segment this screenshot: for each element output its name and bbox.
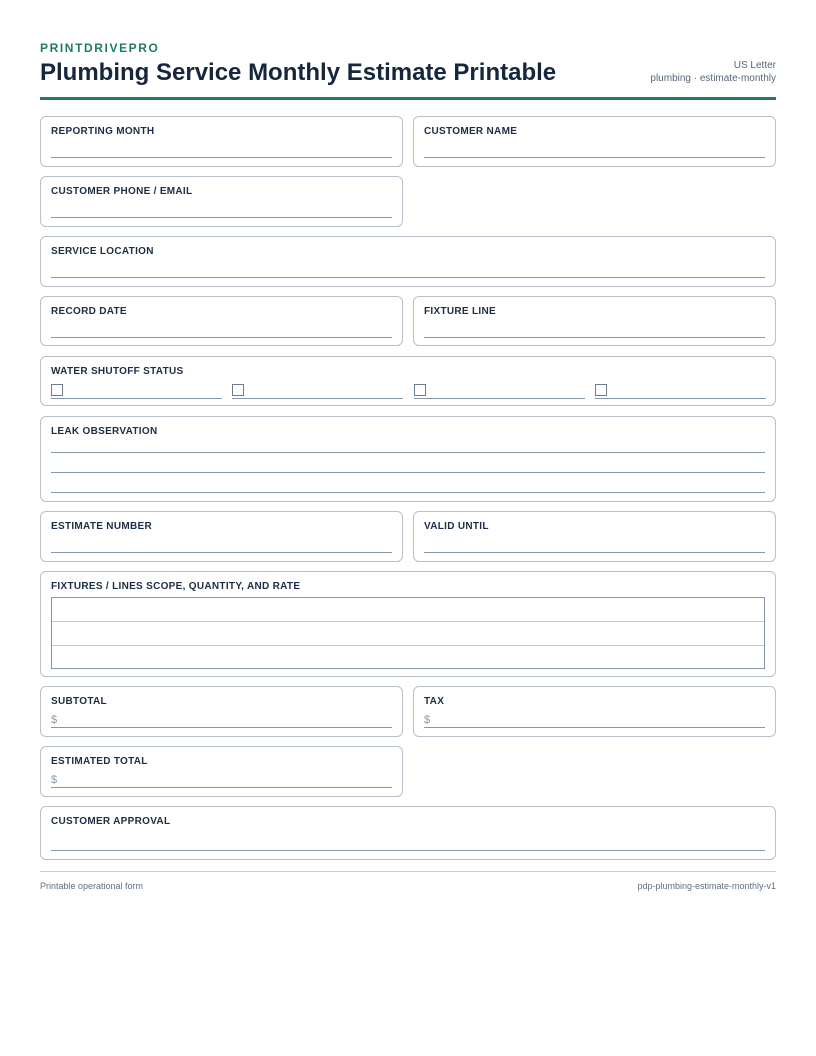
field-label: CUSTOMER APPROVAL — [51, 816, 171, 827]
table-row[interactable] — [52, 622, 764, 646]
subtotal-input[interactable] — [51, 727, 392, 728]
field-label: REPORTING MONTH — [51, 126, 155, 137]
leak-observation-line-1[interactable] — [51, 452, 765, 453]
field-label: RECORD DATE — [51, 306, 127, 317]
currency-symbol: $ — [51, 774, 58, 786]
leak-observation-field — [40, 416, 776, 502]
paper-size: US Letter — [733, 60, 776, 71]
checkbox[interactable] — [595, 384, 607, 396]
reporting-month-input[interactable] — [51, 157, 392, 158]
customer-approval-field — [40, 806, 776, 860]
checkbox[interactable] — [414, 384, 426, 396]
checkbox[interactable] — [51, 384, 63, 396]
field-label: VALID UNTIL — [424, 521, 489, 532]
field-label: ESTIMATED TOTAL — [51, 756, 148, 767]
field-label: ESTIMATE NUMBER — [51, 521, 152, 532]
estimate-number-input[interactable] — [51, 552, 392, 553]
water-shutoff-status-field — [40, 356, 776, 406]
valid-until-field — [413, 511, 776, 562]
reporting-month-field — [40, 116, 403, 167]
page-footer — [40, 871, 776, 891]
estimate-number-field — [40, 511, 403, 562]
customer-phone-email-field — [40, 176, 403, 227]
table-row[interactable] — [52, 646, 764, 670]
page-header — [40, 40, 776, 100]
checkbox[interactable] — [232, 384, 244, 396]
page-title: Plumbing Service Monthly Estimate Printable — [40, 59, 557, 86]
subtotal-field — [40, 686, 403, 737]
footer-form-type: Printable operational form — [40, 881, 144, 891]
field-label: SERVICE LOCATION — [51, 246, 154, 257]
customer-name-field — [413, 116, 776, 167]
fixture-line-field — [413, 296, 776, 346]
field-label: LEAK OBSERVATION — [51, 426, 158, 437]
shutoff-option-2[interactable] — [232, 383, 403, 399]
service-location-input[interactable] — [51, 277, 765, 278]
shutoff-option-1[interactable] — [51, 383, 222, 399]
field-label: CUSTOMER PHONE / EMAIL — [51, 186, 193, 197]
record-date-input[interactable] — [51, 337, 392, 338]
form-tags: plumbing · estimate-monthly — [650, 73, 776, 84]
field-label: WATER SHUTOFF STATUS — [51, 366, 184, 377]
record-date-field — [40, 296, 403, 346]
estimated-total-input[interactable] — [51, 787, 392, 788]
shutoff-option-4[interactable] — [595, 383, 766, 399]
brand-name: PRINTDRIVEPRO — [40, 41, 160, 55]
table-row[interactable] — [52, 598, 764, 622]
currency-symbol: $ — [51, 714, 58, 726]
field-label: TAX — [424, 696, 445, 707]
tax-field — [413, 686, 776, 737]
field-label: CUSTOMER NAME — [424, 126, 518, 137]
shutoff-option-3[interactable] — [414, 383, 585, 399]
field-label: FIXTURE LINE — [424, 306, 496, 317]
leak-observation-line-2[interactable] — [51, 472, 765, 473]
leak-observation-line-3[interactable] — [51, 492, 765, 493]
customer-name-input[interactable] — [424, 157, 765, 158]
field-label: FIXTURES / LINES SCOPE, QUANTITY, AND RATE — [51, 581, 301, 592]
scope-table-field — [40, 571, 776, 677]
scope-table — [51, 597, 765, 669]
currency-symbol: $ — [424, 714, 431, 726]
tax-input[interactable] — [424, 727, 765, 728]
estimated-total-field — [40, 746, 403, 797]
customer-approval-signature-line[interactable] — [51, 850, 765, 851]
footer-form-id: pdp-plumbing-estimate-monthly-v1 — [637, 881, 776, 891]
field-label: SUBTOTAL — [51, 696, 107, 707]
service-location-field — [40, 236, 776, 287]
fixture-line-input[interactable] — [424, 337, 765, 338]
valid-until-input[interactable] — [424, 552, 765, 553]
page-meta — [650, 59, 776, 85]
customer-phone-email-input[interactable] — [51, 217, 392, 218]
